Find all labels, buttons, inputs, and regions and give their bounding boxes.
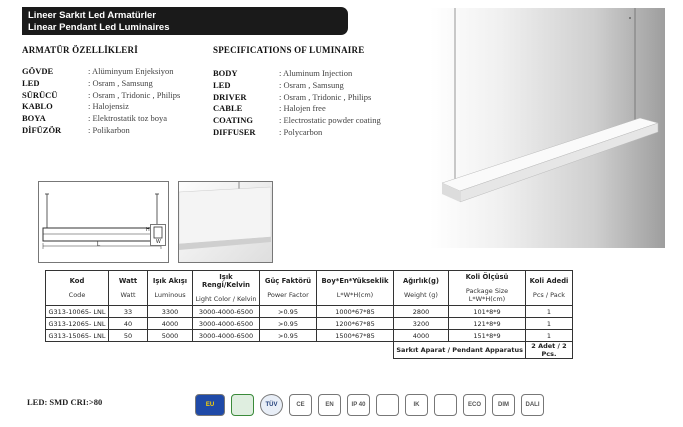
table-row <box>46 306 573 318</box>
ce-icon-label: CE <box>296 402 305 408</box>
tr-spec-value: : Polikarbon <box>88 124 130 135</box>
tr-spec-value: : Osram , Tridonic , Philips <box>88 89 181 100</box>
ip40-icon <box>347 394 370 416</box>
tr-spec-row <box>22 125 180 137</box>
ip40-icon-label: IP 40 <box>351 402 366 408</box>
length-label: L <box>97 242 101 248</box>
table-cell: 1 <box>526 318 573 330</box>
width-label: W <box>156 239 161 245</box>
header-cell: Kod Code <box>46 271 109 306</box>
table-cell: 1 <box>526 330 573 342</box>
en-spec-value: : Polycarbon <box>279 126 323 137</box>
header-cell: Boy*En*Yükseklik L*W*H(cm) <box>317 271 394 306</box>
table-cell: >0.95 <box>260 318 317 330</box>
table-cell: 1500*67*85 <box>317 330 394 342</box>
en-spec-value: : Osram , Samsung <box>279 79 344 90</box>
dim-icon-label: DIM <box>498 402 509 408</box>
table-spacer <box>46 342 394 359</box>
en-spec-row <box>213 127 381 139</box>
tr-spec-key: GÖVDE <box>22 66 54 76</box>
specs-en-list <box>213 68 381 139</box>
pendant-apparatus-value: 2 Adet / 2 Pcs. <box>526 342 573 359</box>
tr-spec-key: DİFÜZÖR <box>22 124 62 135</box>
en-spec-key: COATING <box>213 115 253 126</box>
table-cell: 3300 <box>148 306 193 318</box>
table-cell: 40 <box>109 318 148 330</box>
table-cell: 4000 <box>148 318 193 330</box>
table-cell: 1000*67*85 <box>317 306 394 318</box>
dim-icon <box>492 394 515 416</box>
eu-icon-label: EU <box>205 402 215 408</box>
en-spec-value: : Aluminum Injection <box>279 68 353 78</box>
header-cell: Ağırlık(g) Weight (g) <box>394 271 449 306</box>
tr-spec-row <box>22 90 180 102</box>
table-cell: >0.95 <box>260 306 317 318</box>
table-footer-row <box>46 342 573 359</box>
title-tr: Lineer Sarkıt Led Armatürler <box>28 10 156 21</box>
recycle-icon <box>231 394 254 416</box>
tr-spec-key: KABLO <box>22 101 53 112</box>
specs-tr-list <box>22 66 180 137</box>
en-spec-key: CABLE <box>213 103 243 114</box>
header-cell: Işık Rengi/Kelvin Light Color / Kelvin <box>193 271 260 306</box>
header-cell: Koli Adedi Pcs / Pack <box>526 271 573 306</box>
table-cell: 3000-4000-6500 <box>193 306 260 318</box>
en-icon <box>318 394 341 416</box>
temperature-icon <box>434 394 457 416</box>
certification-icons <box>195 394 550 416</box>
table-cell: 3000-4000-6500 <box>193 330 260 342</box>
en-spec-row <box>213 68 381 80</box>
tr-spec-value: : Alüminyum Enjeksiyon <box>88 66 174 76</box>
table-cell: G313-15065- LNL <box>46 330 109 342</box>
en-spec-row <box>213 92 381 104</box>
product-closeup <box>178 181 273 263</box>
table-cell: 1200*67*85 <box>317 318 394 330</box>
table-cell: 151*8*9 <box>449 330 526 342</box>
specs-tr-heading: ARMATÜR ÖZELLİKLERİ <box>22 45 138 55</box>
class-icon <box>376 394 399 416</box>
tr-spec-key: LED <box>22 77 40 88</box>
table-header-row <box>46 271 573 306</box>
tr-spec-value: : Osram , Samsung <box>88 77 153 88</box>
en-spec-row <box>213 80 381 92</box>
en-spec-row <box>213 103 381 115</box>
table-cell: G313-12065- LNL <box>46 318 109 330</box>
tuv-icon-label: TÜV <box>265 402 278 408</box>
table-cell: 121*8*9 <box>449 318 526 330</box>
en-spec-value: : Electrostatic powder coating <box>279 115 381 126</box>
tr-spec-key: SÜRÜCÜ <box>22 89 58 100</box>
eco-icon <box>463 394 486 416</box>
table-row <box>46 318 573 330</box>
en-spec-row <box>213 115 381 127</box>
title-bar <box>22 7 348 35</box>
tr-spec-row <box>22 113 180 125</box>
eu-icon <box>195 394 225 416</box>
table-cell: 50 <box>109 330 148 342</box>
table-cell: 5000 <box>148 330 193 342</box>
ik-icon-label: IK <box>413 402 420 408</box>
eco-icon-label: ECO <box>467 402 481 408</box>
table-cell: >0.95 <box>260 330 317 342</box>
en-spec-key: BODY <box>213 68 238 78</box>
dali-icon-label: DALI <box>525 402 540 408</box>
en-icon-label: EN <box>325 402 334 408</box>
header-cell: Watt Watt <box>109 271 148 306</box>
height-label: H <box>146 227 150 233</box>
led-note: LED: SMD CRI:>80 <box>27 397 103 407</box>
product-photo <box>430 8 665 248</box>
tr-spec-row <box>22 78 180 90</box>
tr-spec-row <box>22 66 180 78</box>
en-spec-key: DRIVER <box>213 91 247 102</box>
specification-table <box>45 270 573 359</box>
tuv-icon <box>260 394 283 416</box>
ce-icon <box>289 394 312 416</box>
table-cell: G313-10065- LNL <box>46 306 109 318</box>
tr-spec-value: : Elektrostatik toz boya <box>88 113 168 124</box>
table-row <box>46 330 573 342</box>
table-cell: 101*8*9 <box>449 306 526 318</box>
en-spec-key: LED <box>213 79 231 90</box>
en-spec-value: : Osram , Tridonic , Philips <box>279 91 372 102</box>
title-en: Linear Pendant Led Luminaires <box>28 22 170 33</box>
table-cell: 4000 <box>394 330 449 342</box>
tr-spec-value: : Halojensiz <box>88 101 129 112</box>
table-cell: 3200 <box>394 318 449 330</box>
table-cell: 2800 <box>394 306 449 318</box>
tr-spec-key: BOYA <box>22 113 46 124</box>
header-cell: Güç Faktörü Power Factor <box>260 271 317 306</box>
specs-en-heading: SPECIFICATIONS OF LUMINAIRE <box>213 45 365 55</box>
pendant-apparatus-label: Sarkıt Aparat / Pendant Apparatus <box>394 342 526 359</box>
pendant-luminaire-illustration <box>430 8 665 248</box>
profile-drawing <box>146 224 166 246</box>
table-cell: 3000-4000-6500 <box>193 318 260 330</box>
ik-icon <box>405 394 428 416</box>
technical-drawing <box>38 181 169 263</box>
header-cell: Işık Akışı Luminous <box>148 271 193 306</box>
tr-spec-row <box>22 101 180 113</box>
table-cell: 33 <box>109 306 148 318</box>
dali-icon <box>521 394 544 416</box>
table-cell: 1 <box>526 306 573 318</box>
en-spec-value: : Halojen free <box>279 103 326 114</box>
en-spec-key: DIFFUSER <box>213 126 256 137</box>
header-cell: Koli Ölçüsü Package Size L*W*H(cm) <box>449 271 526 306</box>
